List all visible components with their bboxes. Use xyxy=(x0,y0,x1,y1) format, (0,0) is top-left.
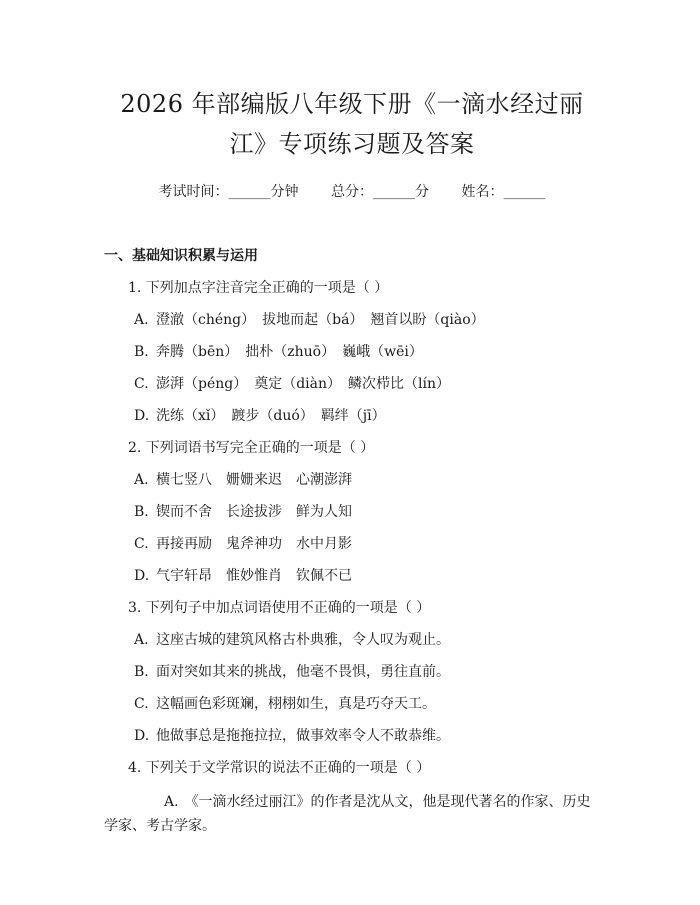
option-b xyxy=(104,662,600,682)
option-text: 气宇轩昂 惟妙惟肖 钦佩不已 xyxy=(156,568,352,584)
question-3 xyxy=(104,598,600,618)
option-a xyxy=(104,630,600,650)
document-title xyxy=(104,0,600,164)
option-text: 面对突如其来的挑战，他毫不畏惧，勇往直前。 xyxy=(156,664,450,680)
exam-info xyxy=(104,182,600,202)
total-score-field: 总分：______分 xyxy=(331,184,429,200)
option-c xyxy=(104,374,600,394)
question-stem: 3. 下列句子中加点词语使用不正确的一项是（ ） xyxy=(128,600,431,616)
option-a xyxy=(104,470,600,490)
option-text: 横七竖八 姗姗来迟 心潮澎湃 xyxy=(156,472,352,488)
option-text: 锲而不舍 长途拔涉 鲜为人知 xyxy=(156,504,352,520)
option-text: 澄澈（chéng） 拔地而起（bá） 翘首以盼（qiào） xyxy=(156,312,485,328)
option-d xyxy=(104,566,600,586)
question-1 xyxy=(104,278,600,298)
option-letter: B. xyxy=(134,664,149,680)
question-3-options xyxy=(104,630,600,746)
option-letter: A. xyxy=(134,312,149,328)
option-d xyxy=(104,406,600,426)
option-text: 奔腾（bēn） 拙朴（zhuō） 巍峨（wēi） xyxy=(156,344,423,360)
question-stem: 4. 下列关于文学常识的说法不正确的一项是（ ） xyxy=(128,760,431,776)
option-text: 再接再励 鬼斧神功 水中月影 xyxy=(156,536,352,552)
option-a-long xyxy=(104,790,600,838)
option-text: 他做事总是拖拖拉拉，做事效率令人不敢恭维。 xyxy=(156,728,450,744)
option-letter: A. xyxy=(164,794,179,810)
option-d xyxy=(104,726,600,746)
option-text: 洗练（xǐ） 踱步（duó） 羁绊（jī） xyxy=(156,408,386,424)
option-text: 这幅画色彩斑斓，栩栩如生，真是巧夺天工。 xyxy=(156,696,436,712)
option-text: 这座古城的建筑风格古朴典雅，令人叹为观止。 xyxy=(156,632,450,648)
title-line-2: 江》专项练习题及答案 xyxy=(229,130,475,158)
option-letter: C. xyxy=(134,376,149,392)
option-letter: D. xyxy=(134,728,150,744)
option-letter: C. xyxy=(134,696,149,712)
question-stem: 2. 下列词语书写完全正确的一项是（ ） xyxy=(128,440,375,456)
option-b xyxy=(104,342,600,362)
option-c xyxy=(104,694,600,714)
question-2-options xyxy=(104,470,600,586)
question-4 xyxy=(104,758,600,778)
option-letter: B. xyxy=(134,344,149,360)
option-letter: D. xyxy=(134,568,150,584)
option-a xyxy=(104,310,600,330)
option-letter: B. xyxy=(134,504,149,520)
option-text: 《一滴水经过丽江》的作者是沈从文，他是现代著名的作家、历史学家、考古学家。 xyxy=(104,794,591,834)
title-line-1: 2026 年部编版八年级下册《一滴水经过丽 xyxy=(120,90,584,118)
section-heading: 一、基础知识积累与运用 xyxy=(104,248,258,264)
name-field: 姓名：______ xyxy=(461,184,546,200)
option-letter: D. xyxy=(134,408,150,424)
option-letter: C. xyxy=(134,536,149,552)
option-letter: A. xyxy=(134,632,149,648)
option-c xyxy=(104,534,600,554)
exam-time-field: 考试时间：______分钟 xyxy=(158,184,299,200)
option-b xyxy=(104,502,600,522)
option-text: 澎湃（péng） 奠定（diàn） 鳞次栉比（lín） xyxy=(156,376,450,392)
question-2 xyxy=(104,438,600,458)
question-stem: 1. 下列加点字注音完全正确的一项是（ ） xyxy=(128,280,389,296)
option-letter: A. xyxy=(134,472,149,488)
question-1-options xyxy=(104,310,600,426)
